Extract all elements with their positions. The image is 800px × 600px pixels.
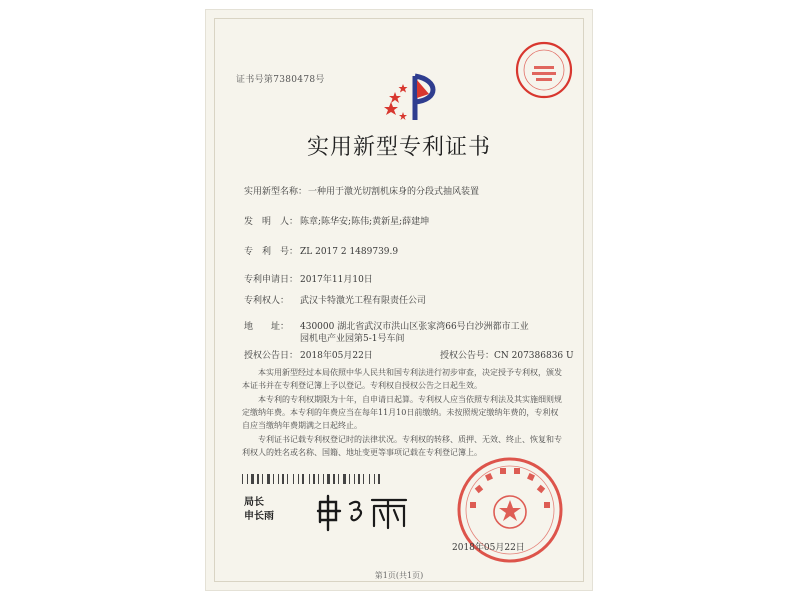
field-value: 武汉卡特激光工程有限责任公司 bbox=[300, 296, 427, 306]
body-paragraph: 专利证书记载专利权登记时的法律状况。专利权的转移、质押、无效、终止、恢复和专利权人的姓名或名称、国籍、地址变更等事项记载在专利登记簿上。 bbox=[242, 435, 562, 457]
page-footer: 第1页(共1页) bbox=[374, 571, 424, 580]
field-row-inventors bbox=[244, 214, 429, 227]
field-label: 实用新型名称： bbox=[244, 187, 308, 197]
body-paragraph: 本专利的专利权期限为十年，自申请日起算。专利权人应当依照专利法及其实施细则规定缴纳年费。本专利的年费应当在每年11月10日前缴纳。未按照规定缴纳年费的，专利权自应当缴纳年费期满之日起终止。 bbox=[242, 395, 562, 430]
field-label: 发 明 人： bbox=[244, 217, 299, 227]
patent-certificate bbox=[206, 10, 592, 590]
field-row-utility-model-name bbox=[244, 184, 479, 197]
body-paragraph: 本实用新型经过本局依照中华人民共和国专利法进行初步审查，决定授予专利权，颁发本证书并在专利登记簿上予以登记。专利权自授权公告之日起生效。 bbox=[242, 368, 562, 390]
field-row-patent-number bbox=[244, 244, 398, 257]
field-value: 430000 湖北省武汉市洪山区张家湾66号白沙洲都市工业 bbox=[300, 322, 529, 332]
field-label: 专利申请日： bbox=[244, 275, 299, 285]
grant-publication-number: 授权公告号：CN 207386836 U bbox=[440, 351, 574, 361]
field-value: 2018年05月22日 bbox=[300, 351, 373, 361]
field-value: 一种用于激光切割机床身的分段式抽风装置 bbox=[308, 187, 480, 197]
field-row-address-cont bbox=[244, 331, 405, 344]
field-value: ZL 2017 2 1489739.9 bbox=[300, 247, 399, 257]
signature-title: 局长 bbox=[244, 497, 264, 508]
field-value: 2017年11月10日 bbox=[300, 275, 373, 285]
field-row-grant-date bbox=[244, 348, 574, 361]
seal-date: 2018年05月22日 bbox=[452, 543, 525, 553]
patent-office-emblem-icon bbox=[383, 72, 443, 124]
certificate-title: 实用新型专利证书 bbox=[306, 135, 491, 160]
agency-seal-icon bbox=[514, 40, 574, 100]
field-value: 陈章;陈华安;陈伟;黄新星;薛建坤 bbox=[300, 217, 430, 227]
signature-block bbox=[244, 496, 274, 524]
field-value: 园机电产业园第5-1号车间 bbox=[300, 334, 405, 344]
field-label: 授权公告日： bbox=[244, 351, 299, 361]
field-label: 专 利 号： bbox=[244, 247, 299, 257]
handwritten-signature bbox=[314, 492, 410, 532]
field-row-patentee bbox=[244, 293, 426, 306]
certificate-body-text bbox=[242, 366, 564, 460]
field-label: 专利权人： bbox=[244, 296, 290, 306]
field-row-application-date bbox=[244, 272, 373, 285]
field-label: 地 址： bbox=[244, 322, 290, 332]
barcode bbox=[242, 474, 384, 484]
certificate-number: 证书号第7380478号 bbox=[236, 75, 325, 85]
signatory-name: 申长雨 bbox=[244, 511, 274, 522]
